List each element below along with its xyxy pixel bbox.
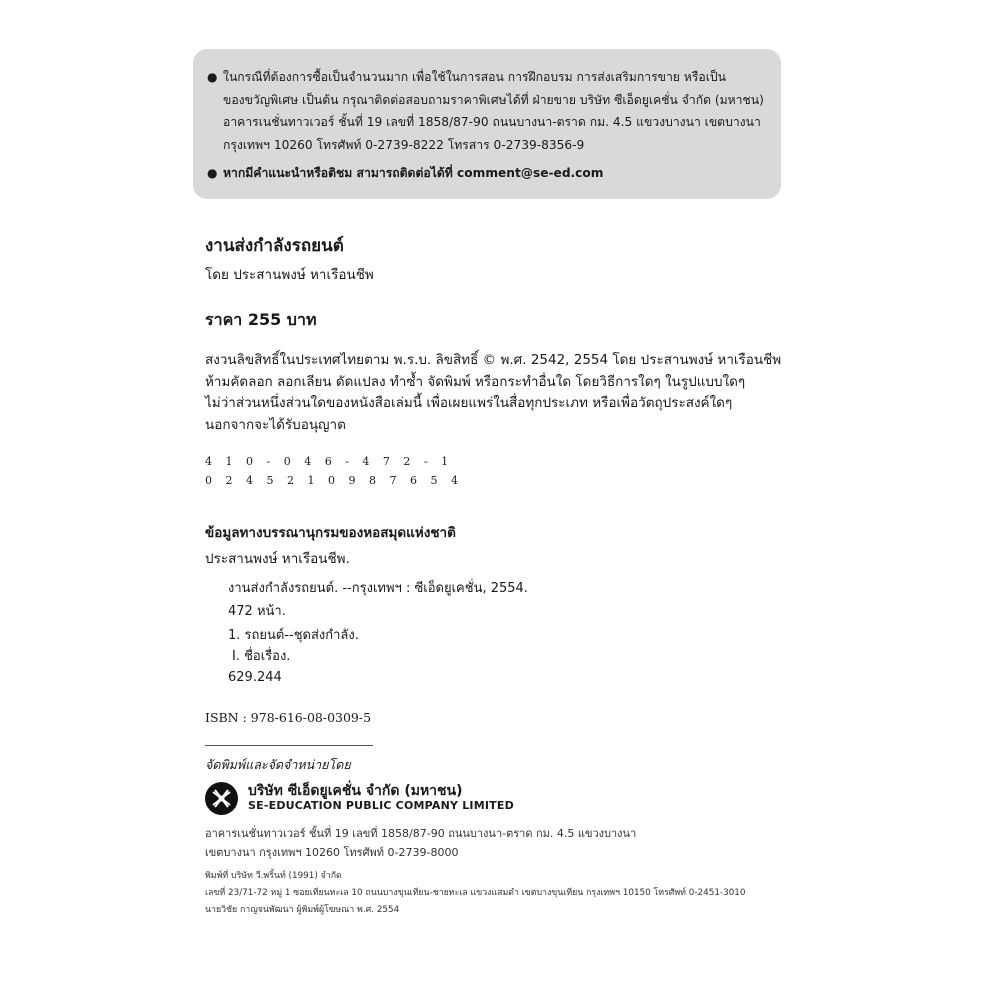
print-code-row-2: 0245210987654: [205, 474, 472, 487]
copyright-line: นอกจากจะได้รับอนุญาต: [205, 416, 346, 433]
cip-line: 1. รถยนต์--ชุดส่งกำลัง.: [228, 628, 359, 643]
bulk-order-notice-box: [193, 49, 781, 199]
notice-text: [223, 66, 764, 156]
cip-author: ประสานพงษ์ หาเรือนชีพ.: [205, 551, 350, 567]
copyright-line: ไม่ว่าส่วนหนึ่งส่วนใดของหนังสือเล่มนี้ เพื่อเผยแพร่ในสื่อทุกประเภท หรือเพื่อวัตถุประสงค์ใดๆ: [205, 395, 733, 411]
notice-item-bulk-order: [207, 66, 767, 156]
cip-line: 629.244: [228, 670, 282, 685]
cip-heading: ข้อมูลทางบรรณานุกรมของหอสมุดแห่งชาติ: [205, 525, 456, 541]
book-author: โดย ประสานพงษ์ หาเรือนชีพ: [205, 267, 374, 283]
printer-line: เลขที่ 23/71-72 หมู่ 1 ซอยเทียนทะเล 10 ถนนบางขุนเทียน-ชายทะเล แขวงแสมดำ เขตบางขุนเทียน กรุงเทพฯ 10150 โทรศัพท์ 0-2451-3010: [205, 888, 746, 898]
se-ed-logo-icon: [205, 782, 238, 815]
publisher-name-th: บริษัท ซีเอ็ดยูเคชั่น จำกัด (มหาชน): [248, 783, 463, 799]
section-divider: [205, 745, 373, 746]
bullet-icon: ●: [207, 166, 218, 180]
publisher-address: [205, 825, 636, 862]
address-line: เขตบางนา กรุงเทพฯ 10260 โทรศัพท์ 0-2739-8000: [205, 845, 459, 859]
cip-line: 472 หน้า.: [228, 604, 286, 619]
printer-line: พิมพ์ที่ บริษัท วี.พริ้นท์ (1991) จำกัด: [205, 871, 342, 881]
feedback-text: หากมีคำแนะนำหรือติชม สามารถติดต่อได้ที่ comment@se-ed.com: [223, 166, 604, 180]
notice-item-feedback: [207, 162, 767, 185]
notice-line: อาคารเนชั่นทาวเวอร์ ชั้นที่ 19 เลขที่ 1858/87-90 ถนนบางนา-ตราด กม. 4.5 แขวงบางนา เขตบางนา: [223, 115, 761, 129]
print-code-row-1: 410-046-472-1: [205, 455, 462, 468]
cip-line: งานส่งกำลังรถยนต์. --กรุงเทพฯ : ซีเอ็ดยูเคชั่น, 2554.: [228, 581, 528, 596]
printer-line: นายวิชัย กาญจนพัฒนา ผู้พิมพ์ผู้โฆษณา พ.ศ. 2554: [205, 905, 400, 915]
cip-line: I. ชื่อเรื่อง.: [232, 649, 291, 664]
copyright-line: สงวนลิขสิทธิ์ในประเทศไทยตาม พ.ร.บ. ลิขสิทธิ์ © พ.ศ. 2542, 2554 โดย ประสานพงษ์ หาเรือนชีพ: [205, 352, 782, 368]
book-title: งานส่งกำลังรถยนต์: [205, 236, 344, 256]
address-line: อาคารเนชั่นทาวเวอร์ ชั้นที่ 19 เลขที่ 1858/87-90 ถนนบางนา-ตราด กม. 4.5 แขวงบางนา: [205, 827, 637, 840]
notice-line: ของขวัญพิเศษ เป็นต้น กรุณาติดต่อสอบถามราคาพิเศษได้ที่ ฝ่ายขาย บริษัท ซีเอ็ดยูเคชั่น จำกัด (มหาชน): [223, 92, 764, 107]
notice-line: ในกรณีที่ต้องการซื้อเป็นจำนวนมาก เพื่อใช้ในการสอน การฝึกอบรม การส่งเสริมการขาย หรือเป็น: [223, 70, 726, 84]
bullet-icon: ●: [207, 70, 218, 84]
book-price: ราคา 255 บาท: [205, 310, 317, 329]
publisher-label: จัดพิมพ์และจัดจำหน่ายโดย: [205, 757, 351, 772]
publisher-name-en: SE-EDUCATION PUBLIC COMPANY LIMITED: [248, 799, 514, 812]
printer-info: [205, 868, 746, 919]
isbn: ISBN : 978-616-08-0309-5: [205, 710, 372, 725]
notice-line: กรุงเทพฯ 10260 โทรศัพท์ 0-2739-8222 โทรสาร 0-2739-8356-9: [223, 137, 585, 152]
copyright-notice: [205, 350, 795, 436]
copyright-line: ห้ามคัดลอก ลอกเลียน ดัดแปลง ทำซ้ำ จัดพิมพ์ หรือกระทำอื่นใด โดยวิธีการใดๆ ในรูปแบบใดๆ: [205, 373, 746, 390]
